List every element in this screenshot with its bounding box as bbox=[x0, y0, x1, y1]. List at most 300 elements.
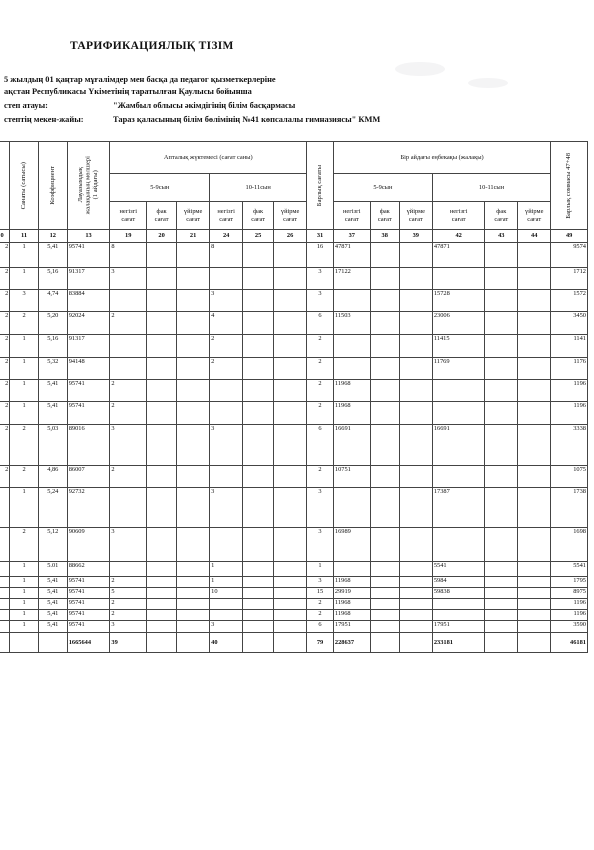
table-cell bbox=[274, 312, 307, 335]
table-cell bbox=[147, 528, 177, 562]
table-cell bbox=[333, 358, 370, 380]
table-cell: 94148 bbox=[67, 358, 110, 380]
table-cell bbox=[243, 425, 274, 466]
table-cell bbox=[177, 466, 210, 488]
table-row bbox=[0, 243, 588, 268]
table-cell: 5541 bbox=[432, 562, 485, 577]
table-cell: 3 bbox=[110, 528, 147, 562]
table-cell: 2 bbox=[307, 599, 334, 610]
table-cell bbox=[518, 402, 551, 425]
totals-cell bbox=[147, 633, 177, 653]
table-cell bbox=[0, 528, 10, 562]
table-cell bbox=[177, 380, 210, 402]
table-cell bbox=[399, 243, 432, 268]
table-cell: 1 bbox=[210, 577, 243, 588]
subheader-negizgi: негізгі сағат bbox=[110, 202, 147, 230]
table-cell bbox=[485, 577, 518, 588]
table-cell bbox=[485, 402, 518, 425]
table-cell bbox=[485, 466, 518, 488]
table-cell bbox=[274, 488, 307, 528]
table-cell bbox=[274, 528, 307, 562]
table-cell: 16691 bbox=[333, 425, 370, 466]
table-cell bbox=[485, 599, 518, 610]
table-cell bbox=[399, 358, 432, 380]
table-cell bbox=[518, 243, 551, 268]
table-cell bbox=[485, 562, 518, 577]
table-cell bbox=[177, 562, 210, 577]
subheader-uyirme: үйірме сағат bbox=[399, 202, 432, 230]
table-cell: 1 bbox=[10, 588, 39, 599]
table-cell: 29919 bbox=[333, 588, 370, 599]
table-cell: 2 bbox=[0, 380, 10, 402]
table-row bbox=[0, 290, 588, 312]
table-cell bbox=[274, 402, 307, 425]
total-salary: 1665644 bbox=[67, 633, 110, 653]
column-number: 25 bbox=[243, 230, 274, 243]
table-cell bbox=[177, 425, 210, 466]
table-cell bbox=[399, 402, 432, 425]
table-cell bbox=[485, 312, 518, 335]
table-cell bbox=[333, 488, 370, 528]
table-cell: 5,12 bbox=[38, 528, 67, 562]
table-cell: 2 bbox=[10, 466, 39, 488]
table-cell: 2 bbox=[0, 466, 10, 488]
table-row bbox=[0, 528, 588, 562]
column-number: 31 bbox=[307, 230, 334, 243]
table-cell bbox=[243, 562, 274, 577]
table-cell bbox=[110, 488, 147, 528]
table-row bbox=[0, 562, 588, 577]
table-cell: 1698 bbox=[551, 528, 588, 562]
document-title: ТАРИФИКАЦИЯЛЫҚ ТІЗІМ bbox=[70, 40, 234, 52]
table-cell bbox=[243, 528, 274, 562]
table-cell: 5,41 bbox=[38, 380, 67, 402]
table-cell: 2 bbox=[110, 380, 147, 402]
table-cell: 91317 bbox=[67, 268, 110, 290]
table-cell bbox=[243, 621, 274, 633]
table-cell: 1 bbox=[10, 488, 39, 528]
subheader-negizgi: негізгі сағат bbox=[210, 202, 243, 230]
table-cell: 2 bbox=[307, 402, 334, 425]
table-cell: 1 bbox=[10, 358, 39, 380]
table-cell bbox=[243, 243, 274, 268]
column-number: 42 bbox=[432, 230, 485, 243]
table-cell bbox=[399, 577, 432, 588]
table-row bbox=[0, 610, 588, 621]
table-cell bbox=[432, 402, 485, 425]
table-cell bbox=[243, 268, 274, 290]
table-cell bbox=[177, 243, 210, 268]
table-cell bbox=[147, 358, 177, 380]
totals-cell bbox=[177, 633, 210, 653]
table-cell bbox=[0, 562, 10, 577]
table-cell: 10751 bbox=[333, 466, 370, 488]
table-cell: 2 bbox=[210, 335, 243, 358]
table-cell bbox=[370, 243, 399, 268]
table-cell: 15728 bbox=[432, 290, 485, 312]
table-cell: 2 bbox=[110, 610, 147, 621]
table-cell bbox=[0, 588, 10, 599]
table-cell bbox=[432, 268, 485, 290]
table-cell bbox=[485, 488, 518, 528]
table-cell: 47871 bbox=[333, 243, 370, 268]
table-cell bbox=[177, 599, 210, 610]
table-cell bbox=[147, 588, 177, 599]
column-number: 12 bbox=[38, 230, 67, 243]
table-cell bbox=[518, 621, 551, 633]
table-cell: 11415 bbox=[432, 335, 485, 358]
table-cell: 1075 bbox=[551, 466, 588, 488]
table-cell bbox=[177, 312, 210, 335]
table-cell bbox=[177, 335, 210, 358]
col-header-index bbox=[0, 142, 10, 230]
table-cell: 2 bbox=[0, 335, 10, 358]
table-cell: 11968 bbox=[333, 599, 370, 610]
table-cell: 1 bbox=[10, 562, 39, 577]
table-cell bbox=[485, 610, 518, 621]
table-cell: 16691 bbox=[432, 425, 485, 466]
table-cell bbox=[370, 312, 399, 335]
table-cell bbox=[370, 335, 399, 358]
col-header-monthly-pay: Бір айдағы еңбекақы (жалақы) bbox=[333, 142, 550, 174]
group-header-10-11: 10-11сын bbox=[210, 174, 307, 202]
table-cell bbox=[370, 358, 399, 380]
table-cell bbox=[0, 621, 10, 633]
table-cell bbox=[243, 380, 274, 402]
table-cell bbox=[210, 466, 243, 488]
table-row bbox=[0, 621, 588, 633]
org-name-label: степ атауы: bbox=[4, 101, 48, 110]
subheader-uyirme: үйірме сағат bbox=[177, 202, 210, 230]
column-number: 21 bbox=[177, 230, 210, 243]
table-cell bbox=[485, 621, 518, 633]
group-header-10-11: 10-11сын bbox=[432, 174, 550, 202]
table-cell: 90609 bbox=[67, 528, 110, 562]
totals-cell bbox=[0, 633, 10, 653]
table-cell bbox=[370, 588, 399, 599]
table-cell bbox=[177, 610, 210, 621]
table-cell bbox=[518, 610, 551, 621]
table-cell bbox=[370, 599, 399, 610]
table-cell: 89016 bbox=[67, 425, 110, 466]
subheader-fak: фак сағат bbox=[485, 202, 518, 230]
table-cell: 2 bbox=[10, 528, 39, 562]
table-cell: 3 bbox=[210, 488, 243, 528]
table-cell bbox=[110, 335, 147, 358]
table-cell bbox=[518, 425, 551, 466]
total-weekly-10-11: 40 bbox=[210, 633, 243, 653]
table-cell: 2 bbox=[110, 466, 147, 488]
table-cell bbox=[399, 425, 432, 466]
column-number: 26 bbox=[274, 230, 307, 243]
table-cell: 4 bbox=[210, 312, 243, 335]
group-header-5-9: 5-9сын bbox=[333, 174, 432, 202]
table-cell: 86007 bbox=[67, 466, 110, 488]
table-cell bbox=[399, 312, 432, 335]
table-cell bbox=[485, 290, 518, 312]
table-cell bbox=[485, 268, 518, 290]
table-cell: 2 bbox=[307, 358, 334, 380]
table-cell bbox=[0, 610, 10, 621]
totals-cell bbox=[243, 633, 274, 653]
table-cell: 15 bbox=[307, 588, 334, 599]
table-cell bbox=[147, 380, 177, 402]
table-cell: 6 bbox=[307, 621, 334, 633]
table-cell bbox=[147, 268, 177, 290]
table-cell: 1 bbox=[10, 599, 39, 610]
table-cell: 1 bbox=[10, 402, 39, 425]
table-cell bbox=[518, 599, 551, 610]
table-cell: 3 bbox=[110, 425, 147, 466]
table-cell: 2 bbox=[307, 380, 334, 402]
table-cell bbox=[210, 610, 243, 621]
table-cell: 11968 bbox=[333, 402, 370, 425]
col-header-sanaty: Санаты (сатысы) bbox=[10, 142, 39, 230]
table-cell bbox=[210, 402, 243, 425]
table-cell: 3 bbox=[110, 268, 147, 290]
table-cell bbox=[210, 599, 243, 610]
table-cell bbox=[210, 380, 243, 402]
table-cell: 3 bbox=[307, 577, 334, 588]
table-cell bbox=[274, 588, 307, 599]
table-cell: 5,03 bbox=[38, 425, 67, 466]
table-cell: 8975 bbox=[551, 588, 588, 599]
header-line-resolution: ақстан Республикасы Үкіметінің таратылған Қаулысы бойынша bbox=[4, 87, 252, 96]
table-cell bbox=[177, 588, 210, 599]
table-cell bbox=[147, 402, 177, 425]
total-hours: 79 bbox=[307, 633, 334, 653]
table-cell: 1572 bbox=[551, 290, 588, 312]
table-cell: 83884 bbox=[67, 290, 110, 312]
table-cell bbox=[147, 610, 177, 621]
table-cell: 5,41 bbox=[38, 599, 67, 610]
table-cell: 95741 bbox=[67, 610, 110, 621]
totals-cell bbox=[10, 633, 39, 653]
table-cell bbox=[333, 290, 370, 312]
table-cell: 95741 bbox=[67, 599, 110, 610]
table-cell: 95741 bbox=[67, 243, 110, 268]
table-cell bbox=[147, 243, 177, 268]
table-row bbox=[0, 312, 588, 335]
table-cell: 2 bbox=[307, 335, 334, 358]
table-cell bbox=[399, 562, 432, 577]
table-cell: 3 bbox=[307, 268, 334, 290]
column-number: 19 bbox=[110, 230, 147, 243]
org-name-value: "Жамбыл облысы әкімдігінің білім басқармасы bbox=[113, 101, 296, 110]
table-cell: 88662 bbox=[67, 562, 110, 577]
table-cell bbox=[485, 358, 518, 380]
table-cell bbox=[370, 425, 399, 466]
table-cell: 95741 bbox=[67, 621, 110, 633]
table-cell: 2 bbox=[110, 312, 147, 335]
col-header-total-hours: Барлық сағаты bbox=[307, 142, 334, 230]
table-cell bbox=[518, 335, 551, 358]
table-cell: 1196 bbox=[551, 380, 588, 402]
totals-row bbox=[0, 633, 588, 653]
table-cell bbox=[177, 358, 210, 380]
table-row bbox=[0, 488, 588, 528]
table-cell: 5,16 bbox=[38, 335, 67, 358]
table-cell: 3 bbox=[307, 528, 334, 562]
table-cell: 2 bbox=[0, 312, 10, 335]
table-cell: 5541 bbox=[551, 562, 588, 577]
column-number: 0 bbox=[0, 230, 10, 243]
table-cell: 2 bbox=[110, 577, 147, 588]
table-cell: 1 bbox=[10, 243, 39, 268]
table-cell bbox=[147, 466, 177, 488]
table-cell: 91317 bbox=[67, 335, 110, 358]
table-cell bbox=[370, 402, 399, 425]
table-cell: 3 bbox=[210, 290, 243, 312]
table-cell: 2 bbox=[110, 402, 147, 425]
table-row bbox=[0, 268, 588, 290]
table-cell: 5,24 bbox=[38, 488, 67, 528]
table-cell bbox=[518, 358, 551, 380]
total-sum: 46181 bbox=[551, 633, 588, 653]
table-row bbox=[0, 335, 588, 358]
table-cell: 11968 bbox=[333, 610, 370, 621]
table-cell bbox=[147, 312, 177, 335]
table-cell bbox=[518, 588, 551, 599]
column-number: 49 bbox=[551, 230, 588, 243]
table-cell: 8 bbox=[210, 243, 243, 268]
totals-cell bbox=[518, 633, 551, 653]
table-cell bbox=[333, 335, 370, 358]
table-cell: 17387 bbox=[432, 488, 485, 528]
col-header-salary: Лауазымдық жалақының мөлшері (1 айдағы) bbox=[67, 142, 110, 230]
column-number: 39 bbox=[399, 230, 432, 243]
table-cell: 10 bbox=[210, 588, 243, 599]
header-line-date: 5 жылдың 01 қаңтар мұғалімдер мен басқа да педагог қызметкерлеріне bbox=[4, 75, 276, 84]
table-cell: 4,86 bbox=[38, 466, 67, 488]
table-cell bbox=[147, 577, 177, 588]
table-cell bbox=[147, 562, 177, 577]
table-cell: 5984 bbox=[432, 577, 485, 588]
table-cell: 16 bbox=[307, 243, 334, 268]
table-cell bbox=[399, 466, 432, 488]
table-cell: 6 bbox=[307, 425, 334, 466]
table-cell bbox=[243, 588, 274, 599]
table-cell bbox=[370, 466, 399, 488]
subheader-fak: фак сағат bbox=[370, 202, 399, 230]
table-cell bbox=[177, 621, 210, 633]
table-cell: 1196 bbox=[551, 599, 588, 610]
table-cell: 17951 bbox=[333, 621, 370, 633]
table-cell bbox=[110, 562, 147, 577]
table-cell: 2 bbox=[0, 402, 10, 425]
table-cell bbox=[518, 268, 551, 290]
table-cell bbox=[485, 528, 518, 562]
table-cell: 6 bbox=[307, 312, 334, 335]
table-cell bbox=[243, 335, 274, 358]
total-monthly-5-9: 228637 bbox=[333, 633, 370, 653]
table-cell: 1 bbox=[307, 562, 334, 577]
table-cell: 1 bbox=[10, 380, 39, 402]
table-cell bbox=[399, 610, 432, 621]
table-cell bbox=[243, 610, 274, 621]
table-cell bbox=[210, 528, 243, 562]
table-cell bbox=[370, 577, 399, 588]
table-cell: 1 bbox=[10, 577, 39, 588]
totals-cell bbox=[370, 633, 399, 653]
table-cell bbox=[274, 562, 307, 577]
table-cell bbox=[485, 243, 518, 268]
col-header-total-sum: Барлық соммасы 47+48 bbox=[551, 142, 588, 230]
table-cell: 11769 bbox=[432, 358, 485, 380]
table-cell bbox=[370, 488, 399, 528]
table-cell bbox=[399, 621, 432, 633]
table-cell: 92732 bbox=[67, 488, 110, 528]
table-cell bbox=[370, 290, 399, 312]
table-cell bbox=[274, 621, 307, 633]
table-cell bbox=[370, 562, 399, 577]
table-cell bbox=[432, 599, 485, 610]
org-address-value: Тараз қаласының білім бөлімінің №41 көпсалалы гимназиясы" КММ bbox=[113, 115, 381, 124]
table-cell: 1176 bbox=[551, 358, 588, 380]
subheader-uyirme: үйірме сағат bbox=[518, 202, 551, 230]
table-cell: 2 bbox=[307, 466, 334, 488]
table-cell bbox=[399, 380, 432, 402]
table-cell bbox=[518, 380, 551, 402]
table-cell: 11503 bbox=[333, 312, 370, 335]
table-cell: 2 bbox=[0, 268, 10, 290]
column-number: 37 bbox=[333, 230, 370, 243]
table-cell bbox=[147, 599, 177, 610]
table-cell bbox=[0, 577, 10, 588]
column-number: 44 bbox=[518, 230, 551, 243]
table-cell bbox=[432, 528, 485, 562]
table-cell bbox=[243, 466, 274, 488]
table-cell: 3 bbox=[307, 290, 334, 312]
table-cell: 16989 bbox=[333, 528, 370, 562]
org-address-label: стептің мекен-жайы: bbox=[4, 115, 84, 124]
table-cell: 11968 bbox=[333, 380, 370, 402]
table-cell bbox=[177, 577, 210, 588]
table-cell bbox=[177, 488, 210, 528]
table-cell bbox=[274, 335, 307, 358]
table-cell bbox=[370, 621, 399, 633]
table-cell: 1 bbox=[10, 610, 39, 621]
table-cell bbox=[518, 562, 551, 577]
table-cell bbox=[0, 488, 10, 528]
table-cell bbox=[274, 243, 307, 268]
subheader-fak: фак сағат bbox=[243, 202, 274, 230]
table-cell bbox=[243, 577, 274, 588]
table-cell bbox=[399, 528, 432, 562]
table-row bbox=[0, 599, 588, 610]
table-cell: 3338 bbox=[551, 425, 588, 466]
table-cell: 8 bbox=[110, 243, 147, 268]
table-cell: 5,41 bbox=[38, 243, 67, 268]
table-cell: 2 bbox=[307, 610, 334, 621]
table-row bbox=[0, 425, 588, 466]
table-cell bbox=[274, 577, 307, 588]
table-cell: 2 bbox=[0, 290, 10, 312]
table-cell: 17122 bbox=[333, 268, 370, 290]
table-cell: 1 bbox=[10, 335, 39, 358]
table-cell: 1 bbox=[210, 562, 243, 577]
table-cell bbox=[333, 562, 370, 577]
column-number: 11 bbox=[10, 230, 39, 243]
subheader-negizgi: негізгі сағат bbox=[432, 202, 485, 230]
totals-cell bbox=[399, 633, 432, 653]
table-cell: 23006 bbox=[432, 312, 485, 335]
table-cell: 3590 bbox=[551, 621, 588, 633]
table-cell bbox=[177, 402, 210, 425]
table-cell: 9574 bbox=[551, 243, 588, 268]
table-cell bbox=[274, 268, 307, 290]
table-cell bbox=[518, 312, 551, 335]
